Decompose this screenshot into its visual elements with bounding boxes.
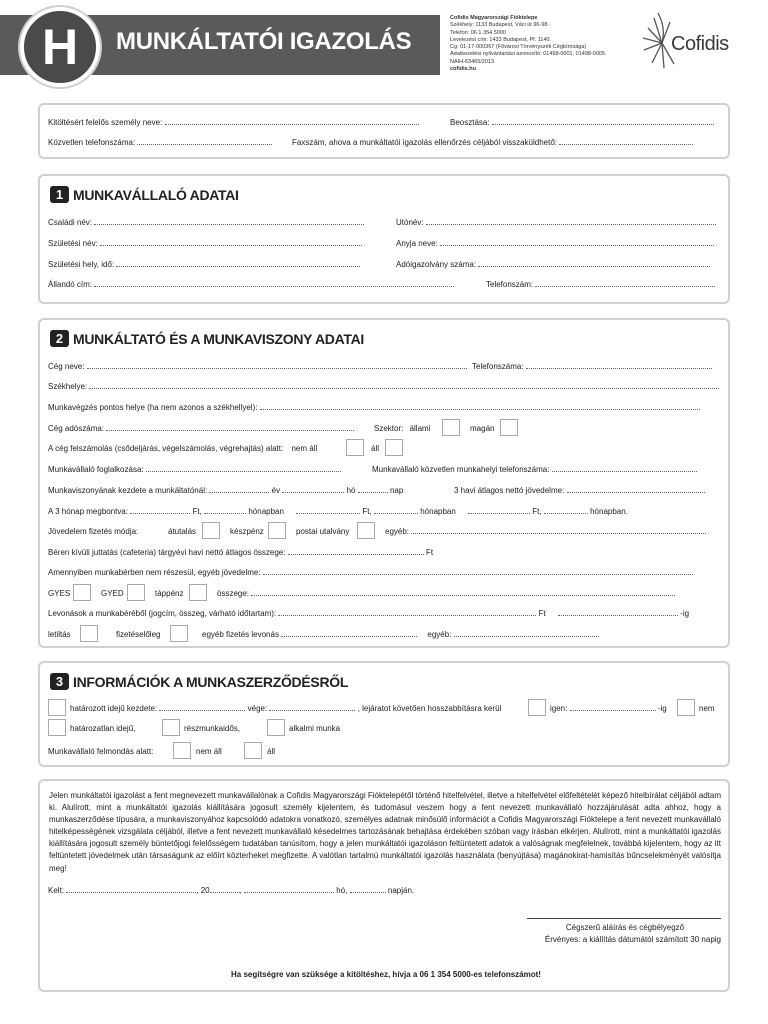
gyes-label: GYES: [48, 589, 71, 598]
birth-name-label: Születési név:: [48, 239, 98, 248]
other-pay-label: egyéb:: [385, 527, 410, 536]
fixed-end-field[interactable]: [269, 704, 355, 711]
company-tax-label: Cég adószáma:: [48, 424, 105, 433]
section-title: MUNKAVÁLLALÓ ADATAI: [73, 186, 239, 203]
casual-checkbox[interactable]: [267, 719, 285, 736]
deductions-field[interactable]: [278, 609, 536, 616]
company-phone-label: Telefonszáma:: [472, 362, 524, 371]
form-letter-badge: H: [20, 7, 100, 87]
cafeteria-field[interactable]: [288, 548, 424, 555]
mother-name-label: Anyja neve:: [396, 239, 438, 248]
until-label: -ig: [657, 704, 667, 713]
family-name-field[interactable]: [94, 218, 364, 225]
address-field[interactable]: [94, 280, 454, 287]
extend-label: , lejáratot követően hosszabbításra kerül: [357, 704, 502, 713]
extend-yes-checkbox[interactable]: [528, 699, 546, 716]
liquidation-yes-checkbox[interactable]: [385, 439, 403, 456]
workplace-phone-field[interactable]: [552, 465, 697, 472]
other2-label: egyéb:: [427, 630, 452, 639]
liquidation-label: A cég felszámolás (csődeljárás, végelszámolás, végrehajtás) alatt:: [48, 444, 284, 453]
other-pay-field[interactable]: [411, 527, 706, 534]
cash-label: készpénz: [230, 527, 264, 536]
section-title: MUNKÁLTATÓ ÉS A MUNKAVISZONY ADATAI: [73, 330, 364, 347]
liquidation-not-label: nem áll: [291, 444, 318, 453]
notice-yes-checkbox[interactable]: [244, 742, 262, 759]
other-deduct-label: egyéb fizetés levonás: [202, 630, 279, 639]
direct-phone-field[interactable]: [137, 138, 272, 145]
casual-label: alkalmi munka: [289, 724, 341, 733]
other-deduct-field[interactable]: [281, 630, 417, 637]
birth-place-label: Születési hely, idő:: [48, 260, 115, 269]
company-phone-field[interactable]: [526, 362, 712, 369]
deductions-label: Levonások a munkabéréből (jogcím, összeg, várható időtartam):: [48, 609, 277, 618]
guarantor-checkbox[interactable]: [170, 625, 188, 642]
month3-name-field[interactable]: [544, 507, 588, 514]
company-name-label: Cég neve:: [48, 362, 85, 371]
company-name: Cofidis Magyarországi Fióktelepe: [450, 15, 538, 21]
sector-state-checkbox[interactable]: [442, 419, 460, 436]
company-naih: NAIH-63465/2013: [450, 58, 495, 65]
kelt-day-field[interactable]: [350, 886, 386, 893]
fax-field[interactable]: [559, 138, 693, 145]
ft-label: Ft,: [362, 507, 372, 516]
first-name-label: Utónév:: [396, 218, 424, 227]
section-employee: [38, 174, 730, 304]
company-seat: Székhely: 1133 Budapest, Váci út 96-98.: [450, 22, 549, 29]
garnish-label: letiltás: [48, 630, 71, 639]
sector-private-checkbox[interactable]: [500, 419, 518, 436]
month2-name-field[interactable]: [374, 507, 418, 514]
end-label: vége:: [247, 704, 268, 713]
deductions-until-field[interactable]: [558, 609, 678, 616]
logo-text: Cofidis: [671, 33, 729, 55]
month-in-label: hónapban: [420, 507, 456, 516]
work-place-field[interactable]: [260, 403, 700, 410]
indefinite-label: határozatlan idejű,: [70, 724, 136, 733]
company-tax-field[interactable]: [106, 424, 354, 431]
notice-not-checkbox[interactable]: [173, 742, 191, 759]
direct-phone-label: Közvetlen telefonszáma:: [48, 138, 136, 147]
company-info: [450, 15, 640, 73]
ft-label: Ft: [538, 609, 546, 618]
position-field[interactable]: [492, 118, 714, 125]
amount-field[interactable]: [251, 589, 675, 596]
ft-label: Ft: [425, 548, 434, 557]
ft-label: Ft,: [192, 507, 202, 516]
workplace-phone-label: Munkavállaló közvetlen munkahelyi telefonszáma:: [372, 465, 550, 474]
declaration-box: Jelen munkáltatói igazolást a fent megnevezett munkavállalónak a Cofidis Magyarországi Fióktelepétől történő hitelfelvétel, illetve a hitelfelvétel előfeltételét képező hitelbírálat céljából adtam ki. Alulírott, mint a munkáltatói igazolás kiállítására jogosult személy kijelentem, és tudomásul veszem hogy a fent nevezett munkavállaló hozzájárulását adta ahhoz, hogy a munkaszerződése típusára, a munkaviszonyához kapcsolódó adatokra vonatkozó, személyes adatnak minősülő információt a Cofidis Magyarországi Fióktelepe a fent nevezett munkavállaló hitelképességének vizsgálata céljából, illetve a fent nevezett munkavállaló késedelmes tartozásának behajtása érdekében szóban vagy írásban elkérjen. Alulírott, mint a munkáltatói igazolás kiállítására jogosult személy büntetőjogi felelősségem tudatában tanúsítom, hogy a jelen munkáltatói igazoláson feltüntetett adatok a valóságnak megfelelnek, továbbá kijelentem, hogy az itt feltüntetett jövedelmek után társaságunk az előírt közterheket megfizette. A valótlan tartalmú munkáltatói igazolás használata (benyújtása) magánokirat-hamisítás bűncselekményét valósítja meg! Kelt: , 20 , hó, napján. Cégszerű aláírás és cégbélyegző Érvényes: a kiállítás dátumától számított 30 napig Ha segítségre van szüksége a kitöltéshez, hívja a 06 1 354 5000-es telefonszámot!: [38, 779, 730, 992]
occupation-label: Munkavállaló foglalkozása:: [48, 465, 144, 474]
month1-name-field[interactable]: [204, 507, 246, 514]
start-day-field[interactable]: [358, 486, 388, 493]
occupation-field[interactable]: [146, 465, 341, 472]
fixed-term-checkbox[interactable]: [48, 699, 66, 716]
first-name-field[interactable]: [426, 218, 716, 225]
sick-checkbox[interactable]: [189, 584, 207, 601]
month-in-label: hónapban: [248, 507, 284, 516]
part-time-checkbox[interactable]: [162, 719, 180, 736]
sick-label: táppénz: [155, 589, 184, 598]
section-number: 1: [50, 186, 69, 203]
start-year-field[interactable]: [209, 486, 269, 493]
section-contract: [38, 661, 730, 767]
section-title: INFORMÁCIÓK A MUNKASZERZŐDÉSRŐL: [73, 673, 349, 690]
tax-id-field[interactable]: [478, 260, 710, 267]
position-label: Beosztása:: [450, 118, 490, 127]
help-text: Ha segítségre van szüksége a kitöltéshez, hívja a 06 1 354 5000-es telefonszámot!: [231, 970, 541, 979]
postal-checkbox[interactable]: [357, 522, 375, 539]
postal-label: postai utalvány: [296, 527, 350, 536]
ft-label: Ft,: [532, 507, 542, 516]
three-month-label: A 3 hónap megbontva:: [48, 507, 129, 516]
yes-label: igen:: [550, 704, 568, 713]
guarantor-label: fizetéselőleg: [116, 630, 161, 639]
part-time-label: részmunkaidős,: [184, 724, 241, 733]
phone-label: Telefonszám:: [486, 280, 534, 289]
company-web: cofidis.hu: [450, 66, 476, 73]
gyes-checkbox[interactable]: [73, 584, 91, 601]
phone-field[interactable]: [535, 280, 715, 287]
avg-income-field[interactable]: [567, 486, 705, 493]
month2-amount-field[interactable]: [296, 507, 360, 514]
tax-id-label: Adóigazolvány száma:: [396, 260, 477, 269]
fixed-start-label: határozott idejű kezdete:: [70, 704, 158, 713]
section-number: 2: [50, 330, 69, 347]
company-phone: Telefon: 06 1 354 5000: [450, 29, 506, 36]
fixed-start-field[interactable]: [159, 704, 245, 711]
declaration-text: Jelen munkáltatói igazolást a fent megnevezett munkavállalónak a Cofidis Magyarországi Fióktelepétől történő hitelfelvétel, illetve a hitelfelvétel előfeltételét képező hitelbírálat céljából adtam ki. Alulírott, mint a munkáltatói igazolás kiállítására jogosult személy kijelentem, és tudomásul veszem hogy a fent nevezett munkavállaló hozzájárulását adta ahhoz, hogy a munkaszerződése típusára, a munkaviszonyához kapcsolódó adatokra vonatkozó, személyes adatnak minősülő információt a Cofidis Magyarországi Fióktelepe a fent nevezett munkavállaló hitelképességének vizsgálata céljából, illetve a fent nevezett munkavállaló késedelmes tartozásának behajtása érdekében szóban vagy írásban elkérjen. Alulírott, mint a munkáltatói igazolás kiállítására jogosult személy büntetőjogi felelősségem tudatában tanúsítom, hogy a jelen munkáltatói igazoláson feltüntetett adatok a valóságnak megfelelnek, továbbá kijelentem, hogy az itt feltüntetett jövedelmek után társaságunk az előírt közterheket megfizette. A valótlan tartalmú munkáltatói igazolás használata (benyújtása) magánokirat-hamisítás bűncselekményét valósítja meg!: [49, 791, 721, 873]
birth-place-field[interactable]: [116, 260, 360, 267]
other2-field[interactable]: [454, 630, 599, 637]
other-income-field[interactable]: [263, 568, 693, 575]
year-label: év: [271, 486, 281, 495]
transfer-label: átutalás: [168, 527, 197, 536]
extend-until-field[interactable]: [570, 704, 656, 711]
address-label: Állandó cím:: [48, 280, 93, 289]
notice-yes-label: áll: [267, 747, 276, 756]
gyed-label: GYED: [101, 589, 124, 598]
cafeteria-label: Béren kívüli juttatás (cafeteria) tárgyévi havi nettó átlagos összege:: [48, 548, 286, 557]
company-data-id: Adatkezelési nyilvántartási azonosító: 01498-0001, 01498-0005: [450, 51, 606, 58]
section-employer: [38, 318, 730, 648]
gyed-checkbox[interactable]: [127, 584, 145, 601]
signature-line[interactable]: [527, 918, 721, 919]
transfer-checkbox[interactable]: [202, 522, 220, 539]
month3-amount-field[interactable]: [468, 507, 530, 514]
indefinite-checkbox[interactable]: [48, 719, 66, 736]
avg-income-label: 3 havi átlagos nettó jövedelme:: [454, 486, 565, 495]
month-in-end-label: hónapban.: [590, 507, 628, 516]
year-prefix-label: , 20: [196, 886, 210, 895]
no-label: nem: [699, 704, 715, 713]
kelt-month-label: hó,: [336, 886, 348, 895]
liquidation-not-checkbox[interactable]: [346, 439, 364, 456]
section-number: 3: [50, 673, 69, 690]
company-mail-address: Levelezési cím: 1433 Budapest, Pf. 1140.: [450, 36, 552, 43]
month1-amount-field[interactable]: [130, 507, 190, 514]
amount-label: összege:: [217, 589, 250, 598]
filler-info-box: [38, 103, 730, 159]
until-label: -ig: [680, 609, 690, 618]
page-title: MUNKÁLTATÓI IGAZOLÁS: [116, 28, 412, 55]
notice-not-label: nem áll: [196, 747, 222, 756]
validity-label: Érvényes: a kiállítás dátumától számított 30 napig: [544, 935, 721, 944]
extend-no-checkbox[interactable]: [677, 699, 695, 716]
pay-method-label: Jövedelem fizetés módja:: [48, 527, 139, 536]
company-registry: Cg: 01-17-000367 (Fővárosi Törvényszék Cégbírósága): [450, 44, 587, 51]
kelt-label: Kelt:: [48, 886, 65, 895]
seat-field[interactable]: [89, 382, 719, 389]
sector-state-label: állami: [409, 424, 431, 433]
sector-label: Szektor:: [374, 424, 404, 433]
kelt-place-field[interactable]: [66, 886, 196, 893]
cash-checkbox[interactable]: [268, 522, 286, 539]
mother-name-field[interactable]: [440, 239, 714, 246]
fax-label: Faxszám, ahova a munkáltatói igazolás ellenőrzés céljából visszaküldhető:: [292, 138, 558, 147]
other-income-label: Amennyiben munkabérben nem részesül, egyéb jövedelme:: [48, 568, 261, 577]
seat-label: Székhelye:: [48, 382, 88, 391]
kelt-day-label: napján.: [387, 886, 415, 895]
day-label: nap: [389, 486, 404, 495]
kelt-month-field[interactable]: [244, 886, 334, 893]
resp-person-label: Kitöltésért felelős személy neve:: [48, 118, 163, 127]
signature-label: Cégszerű aláírás és cégbélyegző: [565, 923, 685, 932]
birth-name-field[interactable]: [100, 239, 362, 246]
kelt-year-field[interactable]: [210, 886, 240, 893]
notice-label: Munkavállaló felmondás alatt:: [48, 747, 154, 756]
liquidation-yes-label: áll: [371, 444, 380, 453]
family-name-label: Családi név:: [48, 218, 93, 227]
resp-person-field[interactable]: [165, 118, 419, 125]
month-label: hó: [346, 486, 356, 495]
garnish-checkbox[interactable]: [80, 625, 98, 642]
company-name-field[interactable]: [87, 362, 467, 369]
work-place-label: Munkavégzés pontos helye (ha nem azonos a székhellyel):: [48, 403, 258, 412]
start-month-field[interactable]: [282, 486, 344, 493]
sector-private-label: magán: [470, 424, 495, 433]
employment-start-label: Munkaviszonyának kezdete a munkáltatónál:: [48, 486, 208, 495]
